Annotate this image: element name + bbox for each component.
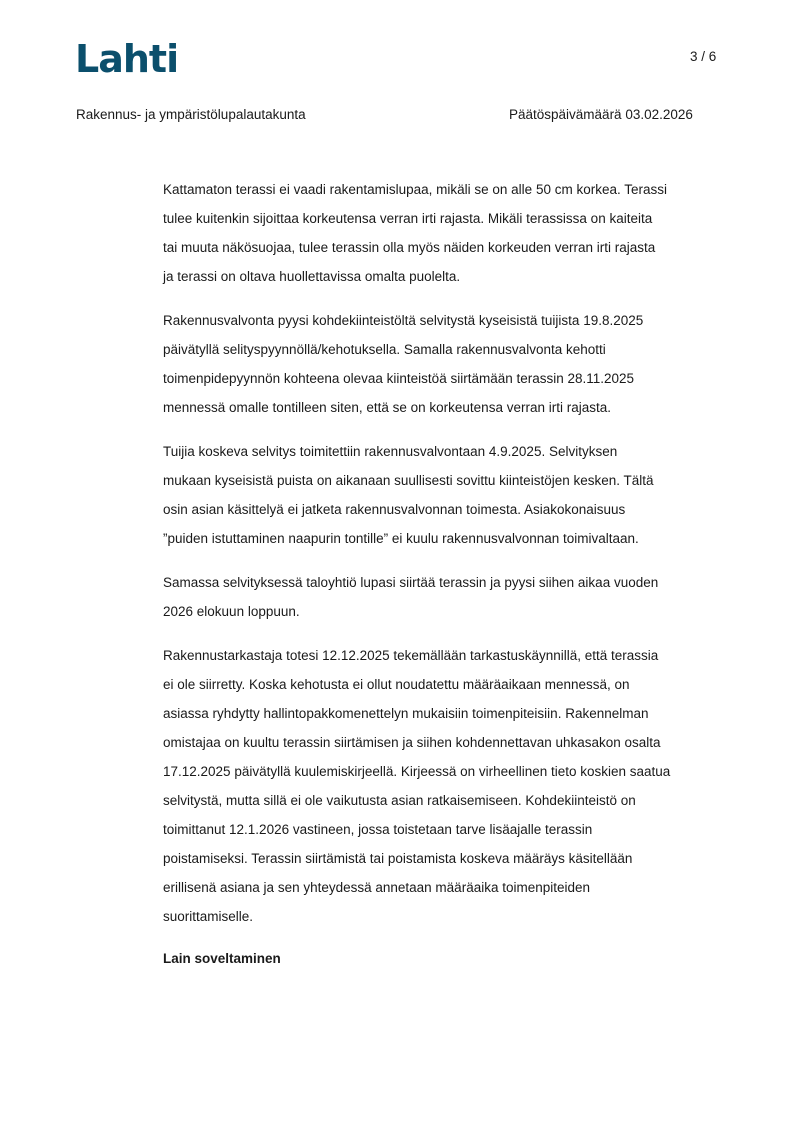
paragraph-line: Tuijia koskeva selvitys toimitettiin rakennusvalvontaan 4.9.2025. Selvityksen — [163, 444, 618, 459]
paragraph-line: erillisenä asiana ja sen yhteydessä annetaan määräaika toimenpiteiden — [163, 880, 591, 895]
decision-date: Päätöspäivämäärä 03.02.2026 — [509, 107, 693, 122]
paragraph-line: tulee kuitenkin sijoittaa korkeutensa verran irti rajasta. Mikäli terassissa on kaiteita — [163, 211, 653, 226]
paragraph-line: tai muuta näkösuojaa, tulee terassin olla myös näiden korkeuden verran irti rajasta — [163, 240, 656, 255]
paragraph-line: päivätyllä selityspyynnöllä/kehotuksella. Samalla rakennusvalvonta kehotti — [163, 342, 606, 357]
document-body — [163, 180, 733, 966]
paragraph-line: Samassa selvityksessä taloyhtiö lupasi siirtää terassin ja pyysi siihen aikaa vuoden — [163, 575, 659, 590]
paragraph-line: toimenpidepyynnön kohteena olevaa kiinteistöä siirtämään terassin 28.11.2025 — [163, 371, 635, 386]
paragraph — [163, 646, 733, 936]
page-number: 3 / 6 — [690, 49, 717, 64]
paragraph-line: 17.12.2025 päivätyllä kuulemiskirjeellä. Kirjeessä on virheellinen tieto koskien saatua — [163, 764, 671, 779]
paragraph-line: asiassa ryhdytty hallintopakkomenettelyn mukaisiin toimenpiteisiin. Rakennelman — [163, 706, 649, 721]
paragraph-line: Rakennusvalvonta pyysi kohdekiinteistöltä selvitystä kyseisistä tuijista 19.8.2025 — [163, 313, 644, 328]
section-heading: Lain soveltaminen — [163, 951, 281, 966]
paragraph-line: 2026 elokuun loppuun. — [163, 604, 300, 619]
paragraph-line: Rakennustarkastaja totesi 12.12.2025 tekemällään tarkastuskäynnillä, että terassia — [163, 648, 659, 663]
lahti-logo: Lahti — [75, 37, 179, 81]
paragraph-line: Kattamaton terassi ei vaadi rakentamislupaa, mikäli se on alle 50 cm korkea. Terassi — [163, 182, 667, 197]
paragraph-line: ei ole siirretty. Koska kehotusta ei ollut noudatettu määräaikaan mennessä, on — [163, 677, 630, 692]
paragraph — [163, 311, 733, 427]
paragraph — [163, 442, 733, 558]
paragraph-line: omistajaa on kuultu terassin siirtämisen ja siihen kohdennettavan uhkasakon osalta — [163, 735, 661, 750]
paragraph-line: osin asian käsittelyä ei jatketa rakennusvalvonnan toimesta. Asiakokonaisuus — [163, 502, 626, 517]
committee-name: Rakennus- ja ympäristölupalautakunta — [76, 107, 306, 122]
paragraph-line: ”puiden istuttaminen naapurin tontille” ei kuulu rakennusvalvonnan toimivaltaan. — [163, 531, 639, 546]
paragraph — [163, 573, 733, 631]
paragraph-line: suorittamiselle. — [163, 909, 254, 924]
paragraph-line: selvitystä, mutta sillä ei ole vaikutusta asian ratkaisemiseen. Kohdekiinteistö on — [163, 793, 636, 808]
paragraph-line: mukaan kyseisistä puista on aikanaan suullisesti sovittu kiinteistöjen kesken. Tältä — [163, 473, 654, 488]
paragraph-line: mennessä omalle tontilleen siten, että se on korkeutensa verran irti rajasta. — [163, 400, 611, 415]
paragraph-line: poistamiseksi. Terassin siirtämistä tai poistamista koskeva määräys käsitellään — [163, 851, 633, 866]
paragraph-line: toimittanut 12.1.2026 vastineen, jossa toistetaan tarve lisäajalle terassin — [163, 822, 593, 837]
paragraph — [163, 180, 733, 296]
paragraph-line: ja terassi on oltava huollettavissa omalta puolelta. — [163, 269, 461, 284]
